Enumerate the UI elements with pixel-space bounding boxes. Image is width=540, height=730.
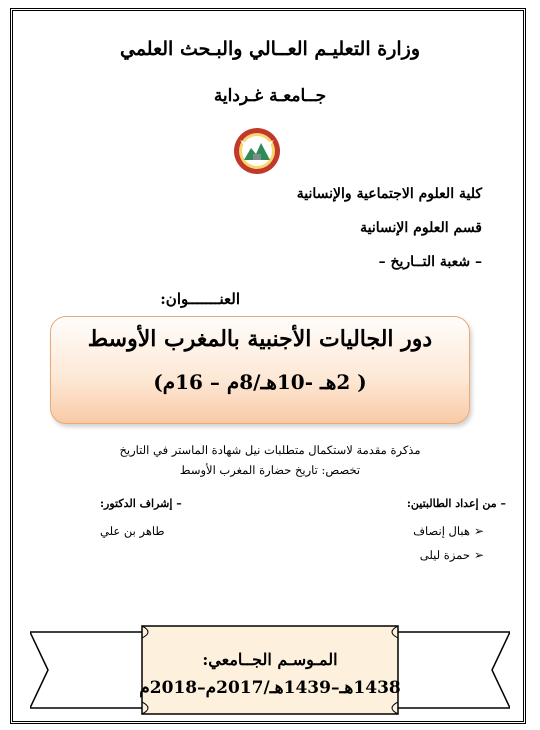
department-name: قسم العلوم الإنسانية bbox=[360, 220, 482, 236]
university-emblem-icon bbox=[232, 126, 282, 176]
thesis-title: دور الجاليات الأجنبية بالمغرب الأوسط bbox=[87, 326, 433, 352]
university-name: جــامعـة غـرداية bbox=[213, 86, 327, 106]
prepared-by-label: – من إعداد الطالبتين: bbox=[406, 497, 506, 510]
season-label: المـوسـم الجــامعي: bbox=[202, 650, 338, 669]
season-ribbon bbox=[30, 622, 510, 718]
student-name: ➢حمزة ليلى bbox=[419, 548, 484, 562]
memo-statement: مذكرة مقدمة لاستكمال متطلبات نيل شهادة الماستر في التاريخ bbox=[119, 443, 421, 457]
supervisor-label: – إشراف الدكتور: bbox=[100, 497, 182, 510]
faculty-name: كلية العلوم الاجتماعية والإنسانية bbox=[296, 186, 482, 202]
student-name: ➢هبال إنصاف bbox=[413, 524, 484, 538]
ministry-name: وزارة التعليـم العــالي والبـحث العلمي bbox=[119, 38, 420, 60]
title-label: العنـــــــوان: bbox=[160, 290, 240, 308]
checkmark-arrow-icon: ➢ bbox=[473, 524, 484, 538]
specialty: تخصص: تاريخ حضارة المغرب الأوسط bbox=[179, 463, 361, 477]
checkmark-arrow-icon: ➢ bbox=[473, 548, 484, 562]
branch-name: – شعبة التــاريخ – bbox=[378, 254, 482, 270]
season-years: 1438هـ–1439هـ/2017م–2018م bbox=[139, 678, 401, 698]
thesis-period: ( 2هـ -10هـ/8م – 16م) bbox=[153, 370, 367, 394]
supervisor-name: طاهر بن علي bbox=[100, 524, 165, 538]
